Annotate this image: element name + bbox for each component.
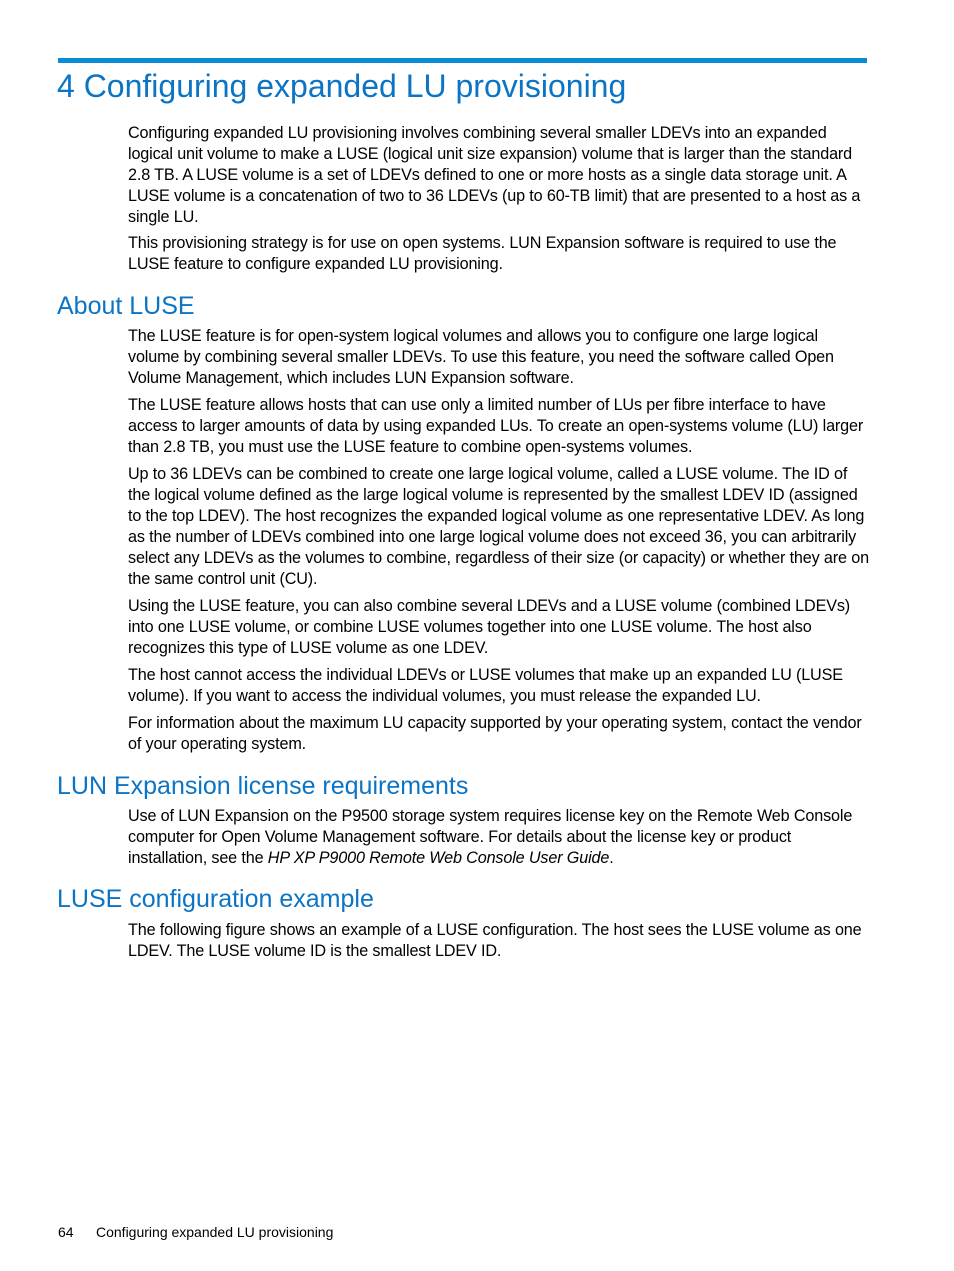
page-number: 64: [58, 1224, 74, 1240]
running-title: Configuring expanded LU provisioning: [96, 1224, 334, 1240]
about-paragraph-4: Using the LUSE feature, you can also combine several LDEVs and a LUSE volume (combined LDEVs) into one LUSE volume, or combine LUSE volumes together into one LUSE volume. The host also recognizes this type of LUSE volume as one LDEV.: [128, 597, 851, 657]
section-title-about-luse: About LUSE: [57, 292, 195, 320]
section-title-configuration-example: LUSE configuration example: [57, 885, 374, 913]
example-paragraph: The following figure shows an example of a LUSE configuration. The host sees the LUSE volume as one LDEV. The LUSE volume ID is the smallest LDEV ID.: [128, 921, 862, 960]
license-text-before: Use of LUN Expansion on the P9500 storage system requires license key on the Remote Web Console computer for Open Volume Management software. For details about the license key or product installation, see the: [128, 807, 853, 867]
page-footer: [58, 1222, 333, 1242]
license-text-after: .: [609, 849, 614, 867]
about-paragraph-6: For information about the maximum LU capacity supported by your operating system, contact the vendor of your operating system.: [128, 714, 862, 753]
about-paragraph-3: Up to 36 LDEVs can be combined to create one large logical volume, called a LUSE volume. The ID of the logical volume defined as the large logical volume is represented by the smallest LDEV ID (assigned to the top LDEV). The host recognizes the expanded logical volume as one representative LDEV. As long as the number of LDEVs combined into one large logical volume does not exceed 36, you can arbitrarily select any LDEVs as the volumes to combine, regardless of their size (or capacity) or whether they are on the same control unit (CU).: [128, 465, 869, 588]
intro-paragraph-1: Configuring expanded LU provisioning involves combining several smaller LDEVs into an expanded logical unit volume to make a LUSE (logical unit size expansion) volume that is larger than the standard 2.8 TB. A LUSE volume is a set of LDEVs defined to one or more hosts as a single data storage unit. A LUSE volume is a concatenation of two to 36 LDEVs (up to 60-TB limit) that are presented to a host as a single LU.: [128, 124, 861, 226]
intro-paragraph-2: This provisioning strategy is for use on open systems. LUN Expansion software is required to use the LUSE feature to configure expanded LU provisioning.: [128, 234, 837, 273]
about-paragraph-2: The LUSE feature allows hosts that can use only a limited number of LUs per fibre interface to have access to larger amounts of data by using expanded LUs. To create an open-systems volume (LU) larger than 2.8 TB, you must use the LUSE feature to combine open-systems volumes.: [128, 396, 864, 456]
license-paragraph: [128, 806, 870, 869]
chapter-top-rule: [58, 58, 867, 63]
guide-title-reference: HP XP P9000 Remote Web Console User Guide: [267, 849, 610, 867]
section-title-license-requirements: LUN Expansion license requirements: [57, 772, 469, 800]
about-paragraph-1: The LUSE feature is for open-system logical volumes and allows you to configure one large logical volume by combining several smaller LDEVs. To use this feature, you need the software called Open Volume Management, which includes LUN Expansion software.: [128, 327, 834, 387]
chapter-title: 4 Configuring expanded LU provisioning: [57, 68, 627, 104]
about-paragraph-5: The host cannot access the individual LDEVs or LUSE volumes that make up an expanded LU (LUSE volume). If you want to access the individual volumes, you must release the expanded LU.: [128, 666, 843, 705]
